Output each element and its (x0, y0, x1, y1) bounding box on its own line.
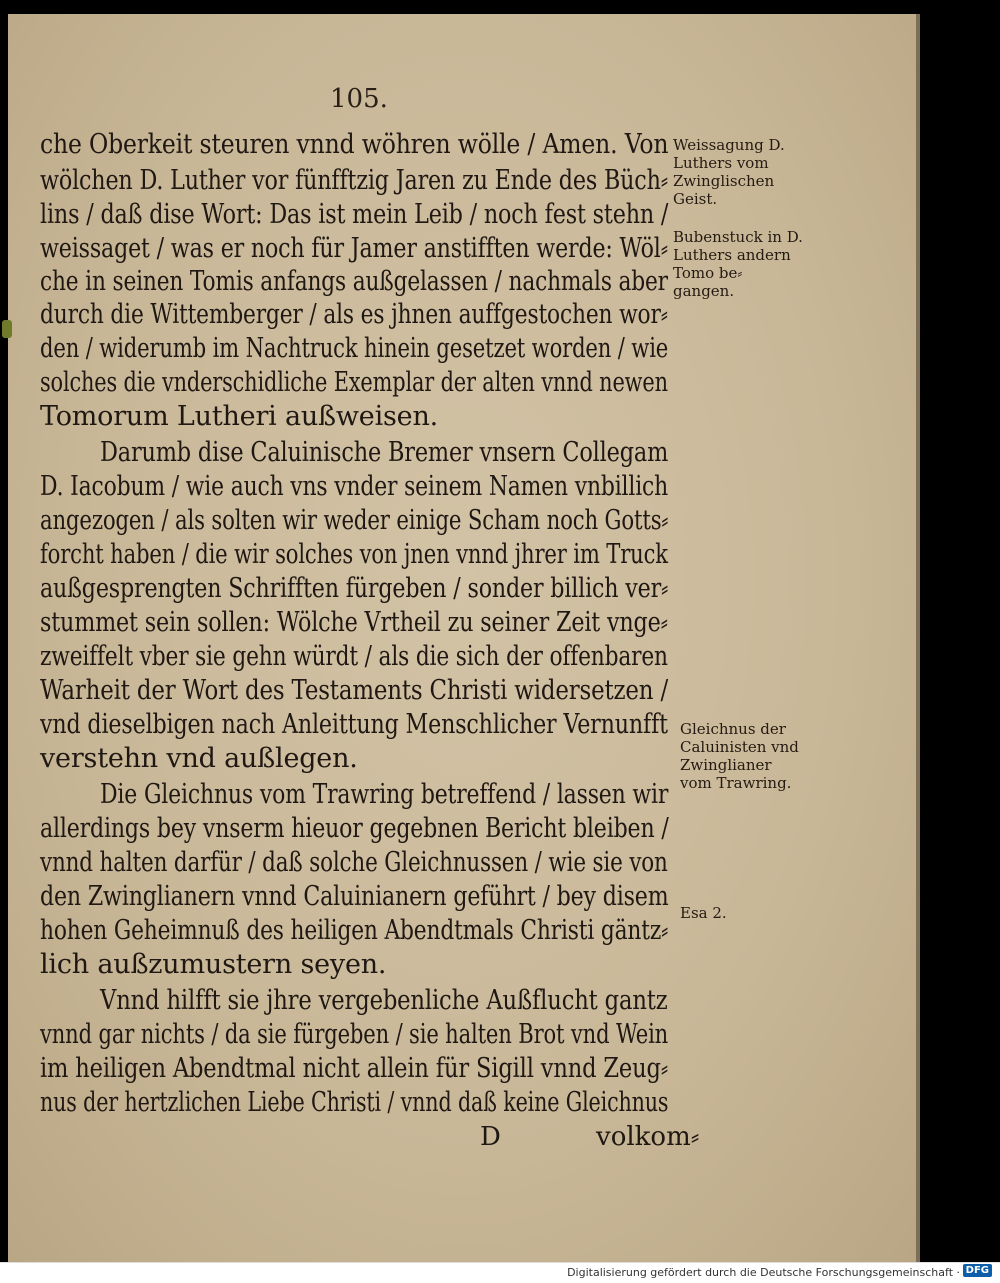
page-edge (916, 14, 920, 1262)
margin-note-line: gangen. (673, 282, 735, 300)
margin-note-line: Luthers andern (673, 246, 791, 264)
text-line: angezogen / als solten wir weder einige Scham noch Gotts⸗ (40, 505, 669, 536)
margin-note-line: Zwinglischen (673, 172, 775, 190)
text-line: nus der hertzlichen Liebe Christi / vnnd daß keine Gleichnus (40, 1087, 669, 1118)
margin-note-line: Geist. (673, 190, 718, 208)
text-line: wölchen D. Luther vor fünfftzig Jaren zu Ende des Büch⸗ (40, 165, 668, 196)
text-line: lins / daß dise Wort: Das ist mein Leib / noch fest stehn / (40, 199, 669, 230)
text-line: den / widerumb im Nachtruck hinein gesetzet worden / wie (40, 333, 669, 364)
text-line: hohen Geheimnuß des heiligen Abendtmals Christi gäntz⸗ (40, 915, 669, 946)
text-line: allerdings bey vnserm hieuor gegebnen Bericht bleiben / (40, 813, 669, 844)
margin-note-line: Zwinglianer (680, 756, 772, 774)
text-line: Tomorum Lutheri außweisen. (40, 401, 439, 432)
page-number: 105. (330, 84, 388, 114)
margin-note-line: Tomo be⸗ (673, 264, 743, 282)
text-line: außgesprengten Schrifften fürgeben / sonder billich ver⸗ (40, 573, 669, 604)
text-line: Warheit der Wort des Testaments Christi widersetzen / (40, 675, 668, 706)
text-line: vnd dieselbigen nach Anleittung Menschlicher Vernunfft (40, 709, 668, 740)
margin-note-line: Bubenstuck in D. (673, 228, 803, 246)
text-line: D. Iacobum / wie auch vns vnder seinem Namen vnbillich (40, 471, 669, 502)
text-line: Die Gleichnus vom Trawring betreffend / lassen wir (100, 779, 669, 810)
text-line: solches die vnderschidliche Exemplar der alten vnnd newen (40, 367, 668, 398)
text-line: weissaget / was er noch für Jamer anstifften werde: Wöl⸗ (40, 233, 668, 264)
margin-note-line: vom Trawring. (680, 774, 792, 792)
text-line: zweiffelt vber sie gehn würdt / als die sich der offenbaren (40, 641, 668, 672)
margin-note-line: Luthers vom (673, 154, 769, 172)
margin-note-line: Caluinisten vnd (680, 738, 799, 756)
text-line: lich außzumustern seyen. (40, 949, 387, 980)
catchword: volkom⸗ (596, 1122, 700, 1152)
text-line: vnnd halten darfür / daß solche Gleichnussen / wie sie von (40, 847, 668, 878)
text-line: che Oberkeit steuren vnnd wöhren wölle / Amen. Von (40, 129, 669, 160)
text-line: verstehn vnd außlegen. (40, 743, 358, 774)
signature-mark: D (480, 1122, 501, 1152)
margin-note-line: Weissagung D. (673, 136, 785, 154)
funding-credit: Digitalisierung gefördert durch die Deutsche Forschungsgemeinschaft · (567, 1266, 960, 1279)
text-line: den Zwinglianern vnnd Caluinianern geführt / bey disem (40, 881, 669, 912)
text-line: durch die Wittemberger / als es jhnen auffgestochen wor⸗ (40, 299, 668, 330)
margin-note-line: Esa 2. (680, 904, 727, 922)
text-line: vnnd gar nichts / da sie fürgeben / sie halten Brot vnd Wein (40, 1019, 669, 1050)
text-line: stummet sein sollen: Wölche Vrtheil zu seiner Zeit vnge⸗ (40, 607, 668, 638)
dfg-logo: DFG (963, 1264, 992, 1277)
text-line: Darumb dise Caluinische Bremer vnsern Collegam (100, 437, 669, 468)
margin-note-line: Gleichnus der (680, 720, 786, 738)
margin-mark (2, 320, 12, 338)
text-line: Vnnd hilfft sie jhre vergebenliche Außflucht gantz (100, 985, 668, 1016)
text-line: che in seinen Tomis anfangs außgelassen / nachmals aber (40, 266, 668, 297)
text-line: im heiligen Abendtmal nicht allein für Sigill vnnd Zeug⸗ (40, 1053, 669, 1084)
text-line: forcht haben / die wir solches von jnen vnnd jhrer im Truck (40, 539, 668, 570)
